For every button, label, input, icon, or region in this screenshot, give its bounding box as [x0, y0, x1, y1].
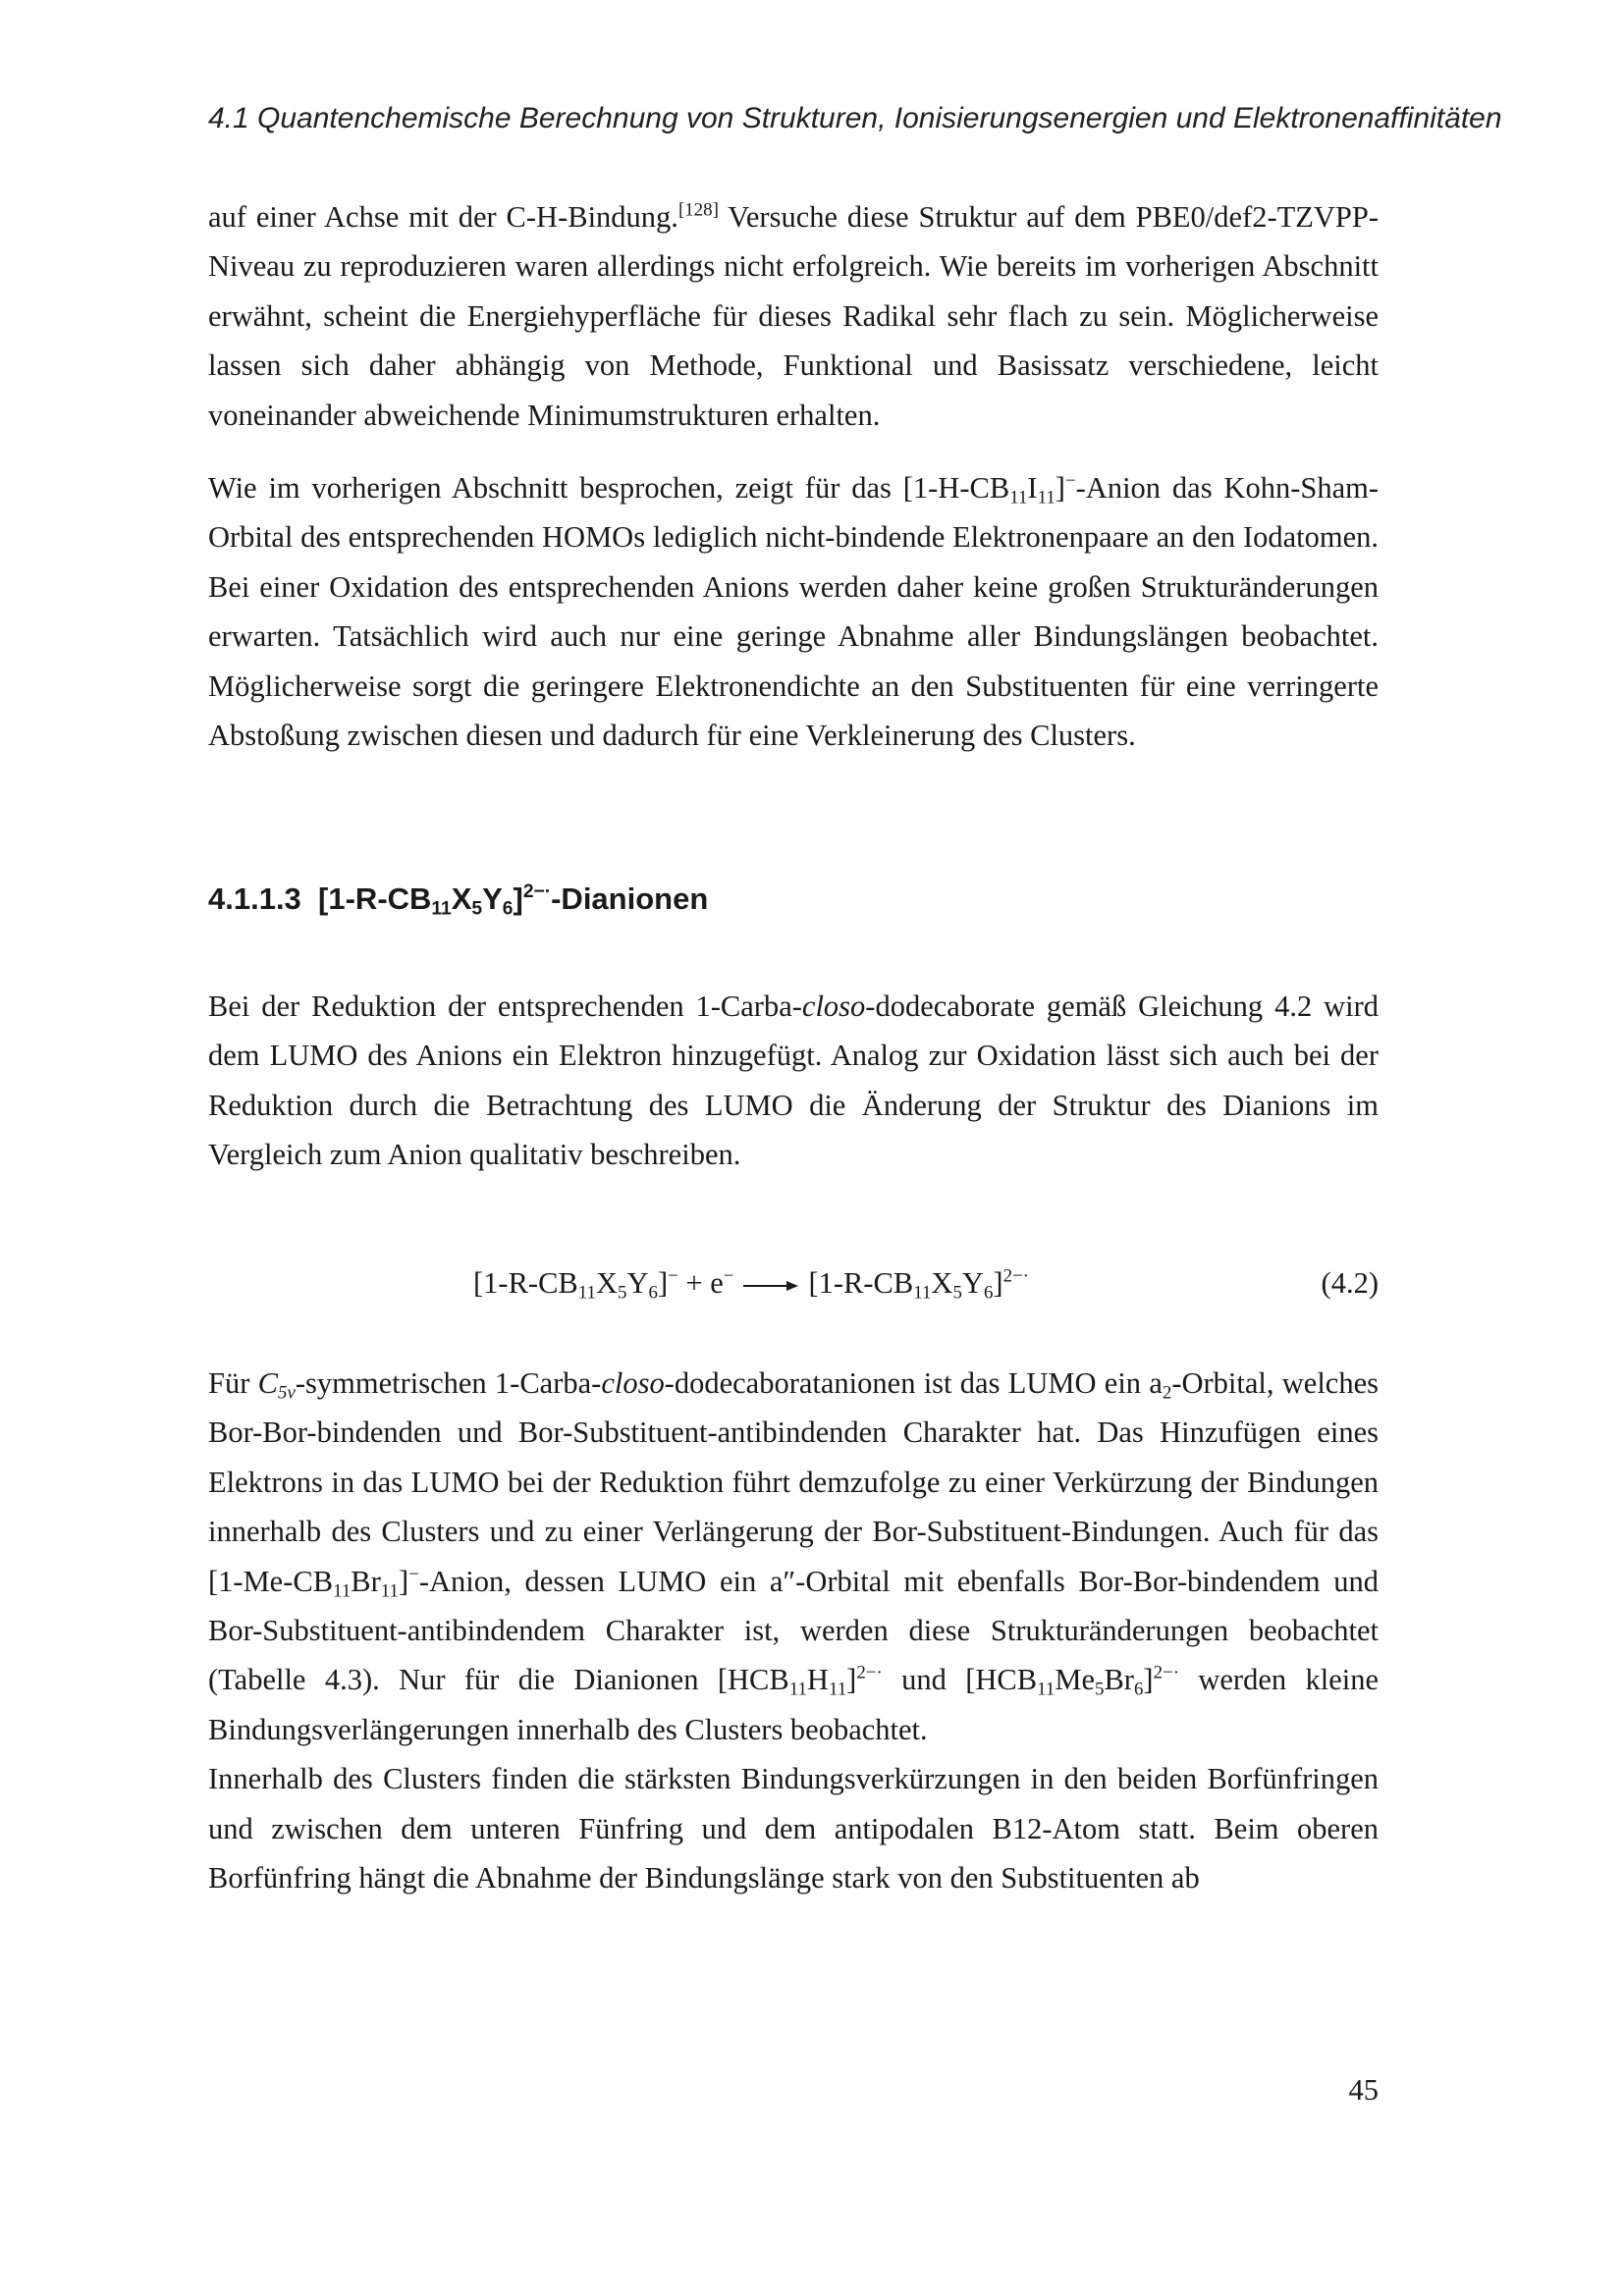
reaction-arrow-icon: [741, 1278, 800, 1294]
section-heading: [208, 881, 709, 920]
paragraph-4: Für $C_{5v}$-symmetrischen 1-Carba-closo-dodecaboratanionen ist das LUMO ein $a_2$-Orbital, welches Bor-Bor-bindenden und Bor-Substituent-antibindenden Charakter hat. Das Hinzufügen eines Elektrons in das LUMO bei der Reduktion führt demzufolge zu einer Verkürzung der Bindungen innerhalb des Clusters und zu einer Verlängerung der Bor-Substituent-Bindungen. Auch für das $[1-Me-CB_{11}Br_{11}]^-$-Anion, dessen LUMO ein a″-Orbital mit ebenfalls Bor-Bor-bindendem und Bor-Substituent-antibindendem Charakter ist, werden diese Strukturänderungen beobachtet (Tabelle 4.3). Nur für die Dianionen $[HCB_{11}H_{11}]^{2-\cdot}$ und $[HCB_{11}Me_5Br_6]^{2-\cdot}$ werden kleine Bindungsverlängerungen innerhalb des Clusters beobachtet. Innerhalb des Clusters finden die stärksten Bindungsverkürzungen in den beiden Borfünfringen und zwischen dem unteren Fünfring und dem antipodalen B12-Atom statt. Beim oberen Borfünfring hängt die Abnahme der Bindungslänge stark von den Substituenten ab: [208, 1359, 1379, 1902]
section-number: 4.1.1.3: [208, 881, 301, 916]
equation-body: $[1-R-CB_{11}X_5Y_6]^- + e^-$ $[1-R-CB_{11}X_5Y_6]^{2-\cdot}$: [473, 1265, 1029, 1304]
running-head: 4.1 Quantenchemische Berechnung von Strukturen, Ionisierungsenergien und Elektronenaffinitäten: [208, 102, 1502, 134]
section-title: $[1-R-CB_{11}X_5Y_6]^{2-\cdot}$-Dianionen: [318, 881, 709, 920]
equation-4-2: [208, 1258, 1379, 1308]
paragraph-2: Wie im vorherigen Abschnitt besprochen, zeigt für das $[1-H-CB_{11}I_{11}]^-$-Anion das Kohn-Sham-Orbital des entsprechenden HOMOs lediglich nicht-bindende Elektronenpaare an den Iodatomen. Bei einer Oxidation des entsprechenden Anions werden daher keine großen Strukturänderungen erwarten. Tatsächlich wird auch nur eine geringe Abnahme aller Bindungslängen beobachtet. Möglicherweise sorgt die geringere Elektronendichte an den Substituenten für eine verringerte Abstoßung zwischen diesen und dadurch für eine Verkleinerung des Clusters.: [208, 470, 1379, 753]
page-number: 45: [1348, 2073, 1379, 2107]
paragraph-1: auf einer Achse mit der C-H-Bindung.[128] Versuche diese Struktur auf dem PBE0/def2-TZVPP-Niveau zu reproduzieren waren allerdings nicht erfolgreich. Wie bereits im vorherigen Abschnitt erwähnt, scheint die Energiehyperfläche für dieses Radikal sehr flach zu sein. Möglicherweise lassen sich daher abhängig von Methode, Funktional und Basissatz verschiedene, leicht voneinander abweichende Minimumstrukturen erhalten.: [208, 199, 1379, 432]
citation-ref: [128]: [677, 199, 719, 221]
paragraph-3: Bei der Reduktion der entsprechenden 1-Carba-closo-dodecaborate gemäß Gleichung 4.2 wird dem LUMO des Anions ein Elektron hinzugefügt. Analog zur Oxidation lässt sich auch bei der Reduktion durch die Betrachtung des LUMO die Änderung der Struktur des Dianions im Vergleich zum Anion qualitativ beschreiben.: [208, 989, 1379, 1172]
paragraph-5: Innerhalb des Clusters finden die stärksten Bindungsverkürzungen in den beiden Borfünfringen und zwischen dem unteren Fünfring und dem antipodalen B12-Atom statt. Beim oberen Borfünfring hängt die Abnahme der Bindungslänge stark von den Substituenten ab: [208, 1762, 1379, 1896]
equation-number: (4.2): [1321, 1266, 1379, 1300]
